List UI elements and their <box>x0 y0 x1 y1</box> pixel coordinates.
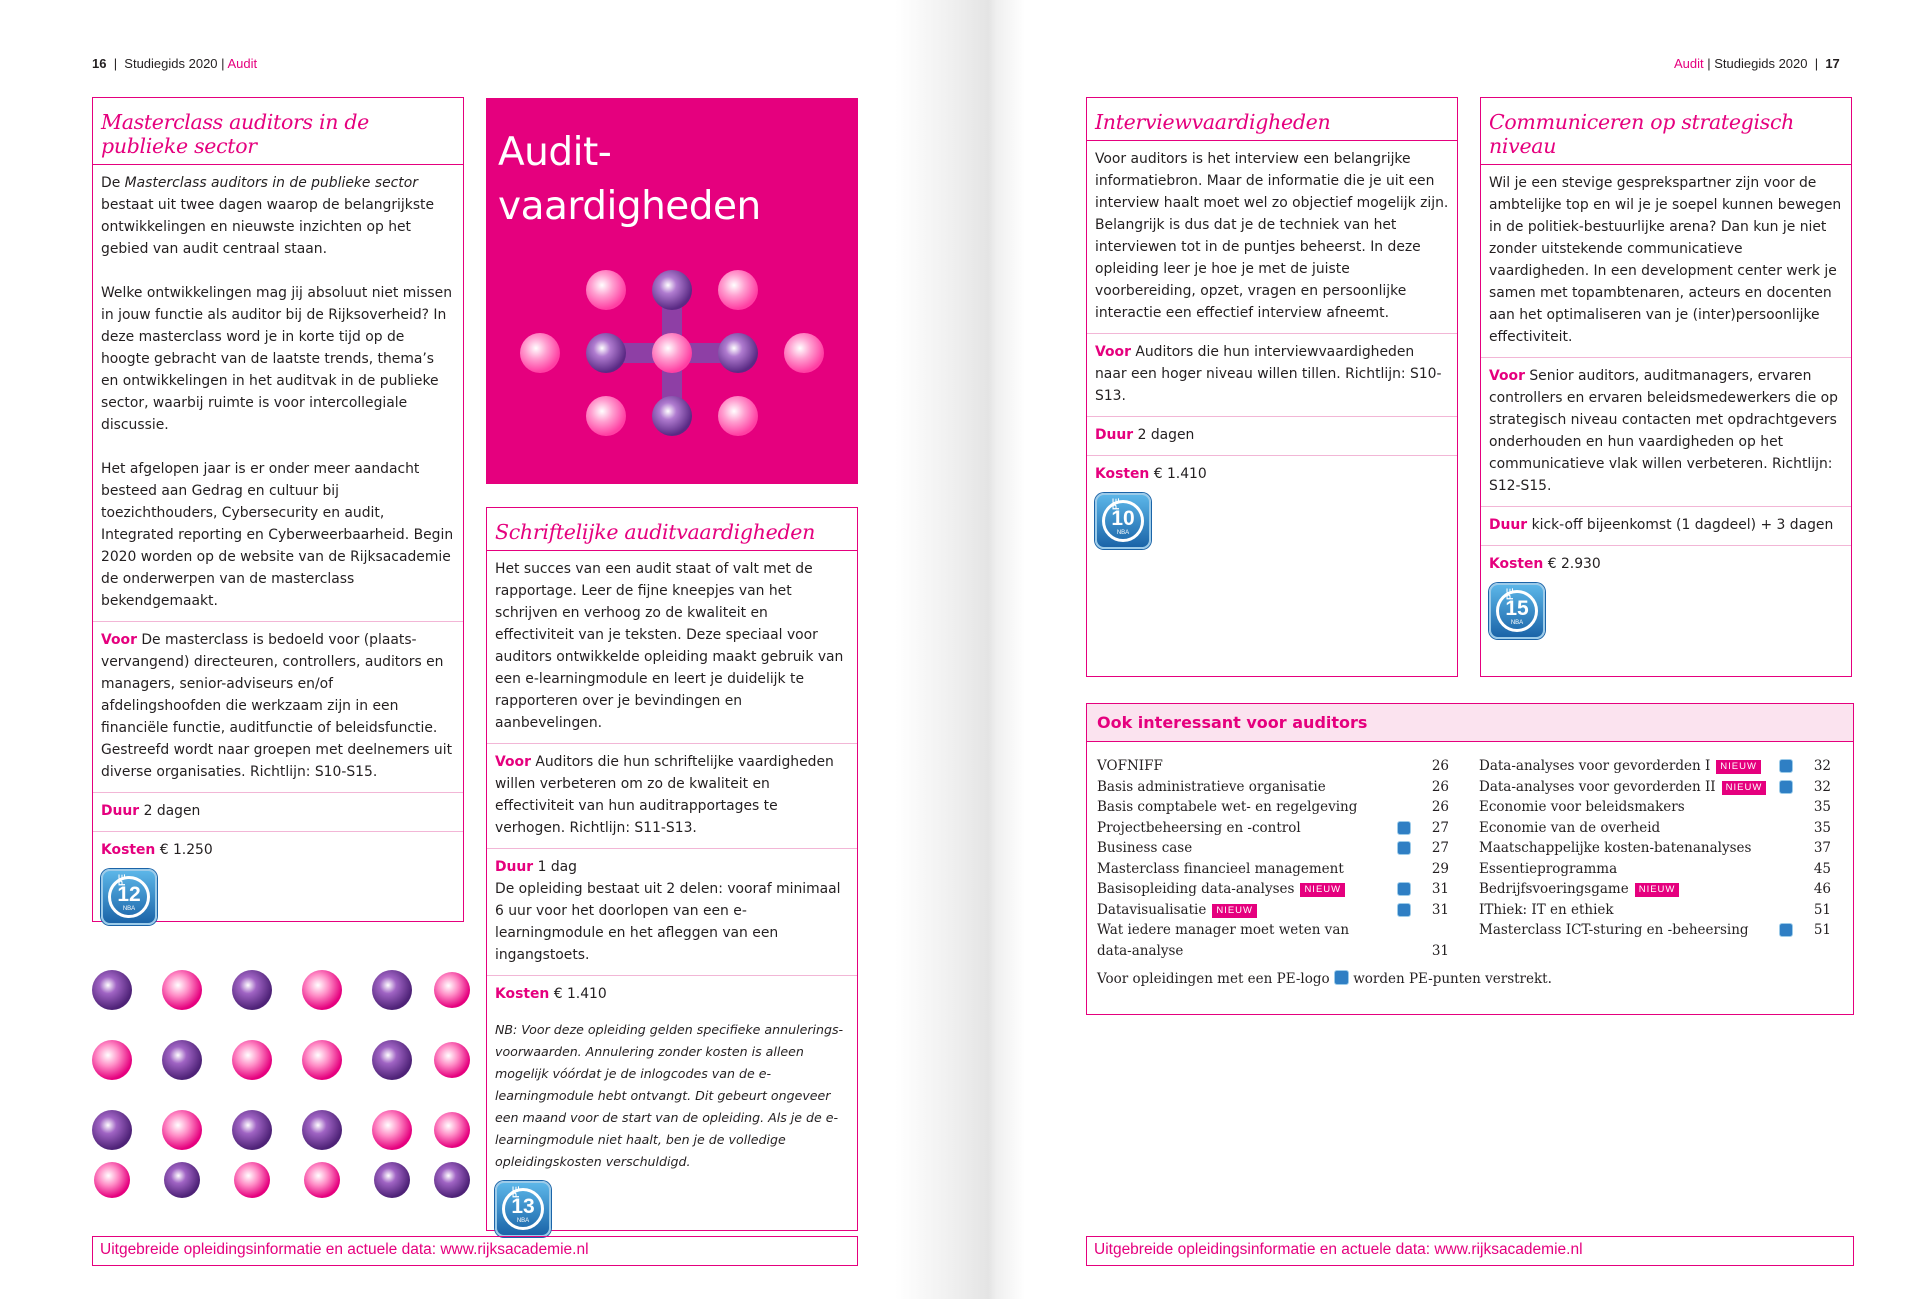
masterclass-para3: Het afgelopen jaar is er onder meer aandacht besteed aan Gedrag en cultuur bij toezichthouders, Cybersecurity en audit, Integrated reporting en Cyberweerbaarheid. Begin 2020 worden op de website van de Rijksacademie de onderwerpen van de masterclass bekendgemaakt. <box>101 461 454 609</box>
related-course-item <box>1097 818 1449 839</box>
related-course-label: Basis administratieve organisatie <box>1097 778 1326 795</box>
kosten-text: € 2.930 <box>1543 556 1601 572</box>
related-course-page: 27 <box>1431 819 1449 836</box>
related-course-page: 31 <box>1431 881 1449 897</box>
related-course-label: IThiek: IT en ethiek <box>1479 901 1614 918</box>
related-course-item <box>1479 879 1831 900</box>
related-course-item <box>1479 920 1831 941</box>
interview-description: Voor auditors is het interview een belangrijke informatiebron. Maar de informatie die je uit een interview haalt moet wel zo objectief mogelijk zijn. Belangrijk is dus dat je de techniek van het interviewen tot in de puntjes beheerst. In deze opleiding leer je hoe je met de juiste voorbereiding, opzet, vragen en persoonlijke interactie een effectief interview afneemt. <box>1087 141 1457 334</box>
masterclass-title: Masterclass auditors in de publieke sector <box>93 98 463 165</box>
related-course-page: 32 <box>1813 778 1831 795</box>
related-course-item <box>1097 838 1449 859</box>
masterclass-intro-post: bestaat uit twee dagen waarop de belangrijkste ontwikkelingen en nieuwste inzichten op het gebied van audit centraal staan. <box>101 197 435 257</box>
related-course-label: Business case <box>1097 840 1193 856</box>
new-badge: NIEUW <box>1722 781 1767 795</box>
left-guide-title: Studiegids 2020 <box>124 56 218 71</box>
related-course-label: Masterclass financieel management <box>1097 860 1344 877</box>
duur-text: kick-off bijeenkomst (1 dagdeel) + 3 dagen <box>1527 517 1834 533</box>
also-interesting-left-column <box>1097 756 1449 961</box>
also-interesting-box <box>1086 703 1854 1015</box>
related-course-page: 35 <box>1813 819 1831 836</box>
kosten-label: Kosten <box>1489 556 1544 572</box>
related-course-page: 35 <box>1813 799 1831 815</box>
pe-logo-icon <box>1779 759 1793 773</box>
interview-kosten <box>1087 456 1457 562</box>
voor-text: Auditors die hun interviewvaardigheden naar een hoger niveau willen tillen. Richtlijn: S10-S13. <box>1095 344 1442 404</box>
related-course-label: Data-analyses voor gevorderden I <box>1479 758 1711 774</box>
section-hero <box>486 98 858 484</box>
left-page-number: 16 <box>92 56 107 71</box>
pe-logo-icon <box>1397 841 1411 855</box>
related-course-label: Masterclass ICT-sturing en -beheersing <box>1479 922 1749 938</box>
right-page-number: 17 <box>1825 56 1840 71</box>
left-footer: Uitgebreide opleidingsinformatie en actuele data: www.rijksacademie.nl <box>92 1236 858 1266</box>
voor-label: Voor <box>1489 368 1525 384</box>
duur-label: Duur <box>101 803 140 819</box>
related-course-item <box>1097 879 1449 900</box>
pe-logo-icon <box>1397 882 1411 896</box>
right-running-header: Audit | Studiegids 2020 | 17 <box>1674 56 1840 71</box>
voor-label: Voor <box>101 632 137 648</box>
new-badge: NIEUW <box>1300 883 1345 897</box>
related-course-item <box>1097 797 1449 818</box>
pe-badge-prefix: PE <box>117 873 127 886</box>
molecule-graphic <box>486 98 858 484</box>
interview-title: Interviewvaardigheden <box>1087 98 1457 141</box>
related-course-item <box>1479 777 1831 798</box>
molecule-grid-graphic <box>80 950 470 1200</box>
related-course-label: Data-analyses voor gevorderden II <box>1479 778 1716 795</box>
masterclass-description <box>93 165 463 622</box>
related-course-item <box>1097 777 1449 798</box>
communiceren-duur <box>1481 507 1851 546</box>
pe-points: 13 <box>511 1195 535 1218</box>
communiceren-title: Communiceren op strategisch niveau <box>1481 98 1851 165</box>
communiceren-description: Wil je een stevige gesprekspartner zijn voor de ambtelijke top en wil je je soepel kunnen bewegen in de politiek-bestuurlijke arena? Dan kun je niet zonder uitstekende communicatieve vaardigheden. In een development center werk je samen met topambtenaren, acteurs en docenten aan het optimaliseren van je (inter)persoonlijke effectiviteit. <box>1481 165 1851 358</box>
right-section-label: Audit <box>1674 56 1704 71</box>
schriftelijk-box <box>486 507 858 1231</box>
related-course-item <box>1097 900 1449 921</box>
pe-logo-icon <box>1334 970 1349 985</box>
related-course-page: 37 <box>1813 840 1831 856</box>
section-heading-line2: vaardigheden <box>498 184 761 229</box>
pe-points: 15 <box>1505 597 1529 620</box>
schriftelijk-kosten <box>487 976 857 1250</box>
related-course-label: Economie voor beleidsmakers <box>1479 799 1685 815</box>
related-course-page: 26 <box>1431 758 1449 774</box>
masterclass-duur <box>93 793 463 832</box>
pe-note-pre: Voor opleidingen met een PE-logo <box>1097 971 1334 987</box>
related-course-item <box>1479 818 1831 839</box>
cancellation-note: NB: Voor deze opleiding gelden specifieke annulerings-voorwaarden. Annulering zonder kosten is alleen mogelijk vóórdat je de inlogcodes van de e-learningmodule hebt ontvangt. Dit gebeurt ongeveer een maand voor de start van de opleiding. Als je de e-learningmodule niet haalt, ben je de volledige opleidingskosten verschuldigd. <box>495 1022 844 1169</box>
pe-points: 12 <box>117 883 141 906</box>
pe-badge-org: NBA <box>516 1218 530 1224</box>
kosten-label: Kosten <box>101 842 156 858</box>
related-course-label: Maatschappelijke kosten-batenanalyses <box>1479 840 1752 856</box>
voor-text: De masterclass is bedoeld voor (plaats-vervangend) directeuren, controllers, auditors en managers, senior-adviseurs en/of afdelingshoofden die werkzaam zijn in een financiële functie, auditfunctie of beleidsfunctie. Gestreefd wordt naar groepen met deelnemers uit diverse organisaties. Richtlijn: S10-S15. <box>101 632 453 780</box>
schriftelijk-title: Schriftelijke auditvaardigheden <box>487 508 857 551</box>
also-interesting-right-column <box>1479 756 1831 941</box>
voor-label: Voor <box>495 754 531 770</box>
pe-badge-icon <box>1489 583 1545 639</box>
pe-note-post: worden PE-punten verstrekt. <box>1348 971 1552 987</box>
related-course-label: Wat iedere manager moet weten van <box>1097 922 1350 938</box>
pe-badge-icon <box>101 869 157 925</box>
kosten-text: € 1.250 <box>155 842 213 858</box>
related-course-page: 51 <box>1813 901 1831 918</box>
related-course-label: Economie van de overheid <box>1479 819 1661 836</box>
new-badge: NIEUW <box>1212 904 1257 918</box>
schriftelijk-description: Het succes van een audit staat of valt met de rapportage. Leer de fijne kneepjes van het schrijven en verhoog zo de kwaliteit en effectiviteit van je teksten. Deze speciaal voor auditors ontwikkelde opleiding maakt gebruik van een e-learningmodule en leert je duidelijk te rapporteren over je bevindingen en aanbevelingen. <box>487 551 857 744</box>
pe-badge-org: NBA <box>1116 530 1130 536</box>
masterclass-box <box>92 97 464 922</box>
duur-text: 1 dag <box>533 859 577 875</box>
masterclass-intro-pre: De <box>101 175 125 191</box>
related-course-label: data-analyse <box>1097 942 1184 959</box>
pe-logo-icon <box>1397 821 1411 835</box>
related-course-page: 29 <box>1431 860 1449 877</box>
related-course-page: 46 <box>1813 881 1831 897</box>
related-course-item <box>1479 900 1831 921</box>
schriftelijk-duur <box>487 849 857 976</box>
duur-label: Duur <box>1489 517 1528 533</box>
related-course-page: 31 <box>1431 942 1449 959</box>
interview-duur <box>1087 417 1457 456</box>
right-guide-title: Studiegids 2020 <box>1714 56 1808 71</box>
related-course-page: 26 <box>1431 778 1449 795</box>
voor-text: Auditors die hun schriftelijke vaardigheden willen verbeteren om zo de kwaliteit en effectiviteit van hun auditrapportages te verhogen. Richtlijn: S11-S13. <box>495 754 834 836</box>
related-course-label: Projectbeheersing en -control <box>1097 819 1301 836</box>
masterclass-para2: Welke ontwikkelingen mag jij absoluut niet missen in jouw functie als auditor bij de Rijksoverheid? In deze masterclass word je in korte tijd op de hoogte gebracht van de laatste trends, thema’s en ontwikkelingen in het auditvak in de publieke sector, waarbij ruimte is voor intercollegiale discussie. <box>101 285 452 433</box>
pe-badge-icon <box>495 1181 551 1237</box>
left-section-label: Audit <box>227 56 258 71</box>
related-course-item <box>1097 920 1449 941</box>
voor-label: Voor <box>1095 344 1131 360</box>
related-course-item <box>1479 838 1831 859</box>
related-course-item <box>1479 756 1831 777</box>
communiceren-box <box>1480 97 1852 677</box>
schriftelijk-voor <box>487 744 857 849</box>
pe-points: 10 <box>1111 507 1135 530</box>
related-course-item <box>1097 756 1449 777</box>
related-course-label: Basisopleiding data-analyses <box>1097 881 1295 897</box>
related-course-label: Bedrijfsvoeringsgame <box>1479 881 1629 897</box>
related-course-label: Basis comptabele wet- en regelgeving <box>1097 799 1358 815</box>
related-course-item <box>1097 941 1449 962</box>
masterclass-voor <box>93 622 463 793</box>
kosten-label: Kosten <box>1095 466 1150 482</box>
pe-badge-org: NBA <box>122 906 136 912</box>
duur-extra: De opleiding bestaat uit 2 delen: vooraf minimaal 6 uur voor het doorlopen van een e-learningmodule en het afleggen van een ingangstoets. <box>495 881 841 963</box>
masterclass-intro-italic: Masterclass auditors in de publieke sector <box>124 175 418 191</box>
kosten-label: Kosten <box>495 986 550 1002</box>
related-course-page: 32 <box>1813 758 1831 774</box>
duur-text: 2 dagen <box>1133 427 1195 443</box>
pe-logo-icon <box>1779 780 1793 794</box>
related-course-label: VOFNIFF <box>1097 758 1163 774</box>
pe-badge-prefix: PE <box>1505 587 1515 600</box>
related-course-page: 51 <box>1813 922 1831 938</box>
page-gutter <box>895 0 1025 1299</box>
related-course-item <box>1479 859 1831 880</box>
pe-badge-prefix: PE <box>511 1185 521 1198</box>
pe-badge-org: NBA <box>1510 620 1524 626</box>
pe-badge-prefix: PE <box>1111 497 1121 510</box>
section-heading-line1: Audit- <box>498 130 612 175</box>
related-course-label: Datavisualisatie <box>1097 901 1207 918</box>
right-footer: Uitgebreide opleidingsinformatie en actuele data: www.rijksacademie.nl <box>1086 1236 1854 1266</box>
masterclass-kosten <box>93 832 463 938</box>
related-course-item <box>1479 797 1831 818</box>
related-course-page: 31 <box>1431 901 1449 918</box>
communiceren-kosten <box>1481 546 1851 652</box>
kosten-text: € 1.410 <box>1149 466 1207 482</box>
duur-label: Duur <box>1095 427 1134 443</box>
interview-voor <box>1087 334 1457 417</box>
pe-logo-icon <box>1397 903 1411 917</box>
new-badge: NIEUW <box>1716 760 1761 774</box>
pe-note <box>1097 970 1552 987</box>
new-badge: NIEUW <box>1635 883 1680 897</box>
also-interesting-title: Ook interessant voor auditors <box>1087 704 1853 742</box>
interview-box <box>1086 97 1458 677</box>
duur-label: Duur <box>495 859 534 875</box>
pe-badge-icon <box>1095 493 1151 549</box>
voor-text: Senior auditors, auditmanagers, ervaren controllers en ervaren beleidsmedewerkers die op strategisch niveau contacten met opdrachtgevers onderhouden en hun vaardigheden op het communicatieve vlak willen verbeteren. Richtlijn: S12-S15. <box>1489 368 1838 494</box>
related-course-label: Essentieprogramma <box>1479 860 1618 877</box>
pe-logo-icon <box>1779 923 1793 937</box>
related-course-page: 26 <box>1431 799 1449 815</box>
communiceren-voor <box>1481 358 1851 507</box>
related-course-page: 45 <box>1813 860 1831 877</box>
related-course-page: 27 <box>1431 840 1449 856</box>
kosten-text: € 1.410 <box>549 986 607 1002</box>
duur-text: 2 dagen <box>139 803 201 819</box>
left-running-header: 16 | Studiegids 2020 | Audit <box>92 56 258 71</box>
related-course-item <box>1097 859 1449 880</box>
